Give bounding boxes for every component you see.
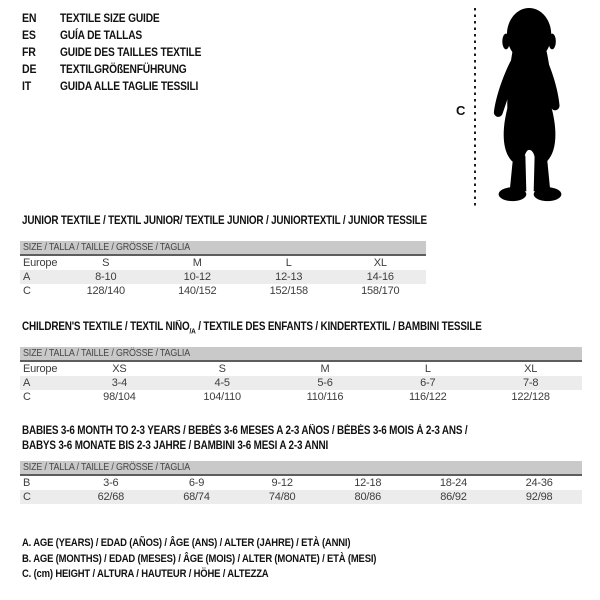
table-row <box>20 270 426 284</box>
language-label: TEXTILGRÖßENFÜHRUNG <box>60 61 187 76</box>
table-cell: L <box>424 363 431 375</box>
language-code: EN <box>22 10 37 25</box>
table-cell: XS <box>112 363 127 375</box>
table-cell: 8-10 <box>60 270 152 284</box>
language-label: GUIDE DES TAILLES TEXTILE <box>60 44 202 59</box>
row-label-cell: A <box>20 376 68 390</box>
language-label: GUIDA ALLE TAGLIE TESSILI <box>60 78 199 93</box>
table-cell: 14-16 <box>335 270 427 284</box>
table-cell: 68/74 <box>154 490 240 504</box>
table-cell: 12-18 <box>354 477 382 489</box>
table-cell: 152/158 <box>269 285 308 297</box>
table-cell: 9-12 <box>271 477 293 489</box>
row-label-cell: Europe <box>23 257 58 269</box>
table-cell: 116/122 <box>409 391 447 403</box>
table-cell: 62/68 <box>68 490 154 504</box>
table-cell: 3-6 <box>103 477 119 489</box>
language-code: FR <box>22 44 36 59</box>
table-cell: 86/92 <box>411 490 497 504</box>
language-row <box>22 77 226 94</box>
table-cell: 158/170 <box>361 285 400 297</box>
table-cell: 7-8 <box>479 376 582 390</box>
table-cell: S <box>102 257 110 269</box>
table-cell: 6-7 <box>376 376 479 390</box>
table-cell: 3-4 <box>68 376 171 390</box>
footnote-line: C. (cm) HEIGHT / ALTURA / HAUTEUR / HÖHE / ALTEZZA <box>22 568 269 580</box>
table-cell: 24-36 <box>525 477 553 489</box>
table-row <box>20 390 582 404</box>
table-cell: 6-9 <box>188 477 205 489</box>
table-row <box>20 490 582 504</box>
footnote-line: A. AGE (YEARS) / EDAD (AÑOS) / ÂGE (ANS) / ALTER (JAHRE) / ETÀ (ANNI) <box>22 537 351 549</box>
table-cell: 128/140 <box>86 285 125 297</box>
table-cell: S <box>218 363 226 375</box>
junior-section-title: JUNIOR TEXTILE / TEXTIL JUNIOR/ TEXTILE JUNIOR / JUNIORTEXTIL / JUNIOR TESSILE <box>22 215 427 227</box>
footnote-line: B. AGE (MONTHS) / EDAD (MESES) / ÂGE (MOIS) / ALTER (MONATE) / ETÀ (MESI) <box>22 552 377 565</box>
language-code: DE <box>22 61 37 76</box>
children-section-title: CHILDREN'S TEXTILE / TEXTIL $NIÑO_{/A}$ / TEXTILE DES ENFANTS / KINDERTEXTIL / BAMBINI TESSILE <box>22 321 482 336</box>
table-row <box>20 376 582 390</box>
size-header-bar: SIZE / TALLA / TAILLE / GRÖSSE / TAGLIA <box>20 347 582 362</box>
table-cell: L <box>285 257 292 269</box>
row-label-cell: C <box>23 391 31 403</box>
height-figure <box>448 0 600 215</box>
language-row <box>22 60 226 77</box>
height-dotted-line <box>474 8 476 206</box>
table-cell: 12-13 <box>243 270 335 284</box>
table-cell: M <box>320 363 330 375</box>
table-row <box>20 362 582 376</box>
table-cell: 18-24 <box>439 477 468 489</box>
table-cell: 122/128 <box>511 391 550 403</box>
language-list <box>22 9 226 94</box>
table-cell: 140/152 <box>178 285 217 297</box>
language-label: TEXTILE SIZE GUIDE <box>60 10 160 25</box>
babies-size-table <box>20 461 582 504</box>
language-row <box>22 9 226 26</box>
baby-silhouette-icon <box>482 6 578 208</box>
table-cell: 92/98 <box>496 490 582 504</box>
babies-title-line2: BABYS 3-6 MONATE BIS 2-3 JAHRE / BAMBINI 3-6 MESI A 2-3 ANNI <box>22 440 329 452</box>
table-cell: 110/116 <box>306 391 344 403</box>
table-cell: 10-12 <box>152 270 244 284</box>
footnote-list <box>22 537 434 584</box>
children-size-table <box>20 347 582 404</box>
babies-title-line1: BABIES 3-6 MONTH TO 2-3 YEARS / BEBÉS 3-6 MESES A 2-3 AÑOS / BÉBÉS 3-6 MOIS À 2-3 ANS / <box>22 425 468 437</box>
language-code: IT <box>22 78 32 93</box>
size-header-bar: SIZE / TALLA / TAILLE / GRÖSSE / TAGLIA <box>20 241 426 256</box>
row-label-cell: C <box>20 490 68 504</box>
table-row <box>20 256 426 270</box>
row-label-cell: Europe <box>23 363 58 375</box>
table-cell: XL <box>524 363 538 375</box>
table-cell: 98/104 <box>103 391 136 403</box>
language-label: GUÍA DE TALLAS <box>60 27 143 42</box>
row-label-cell: A <box>20 270 60 284</box>
table-cell: XL <box>373 257 387 269</box>
row-label-cell: C <box>23 285 31 297</box>
row-label-cell: B <box>23 477 31 489</box>
table-cell: 74/80 <box>239 490 325 504</box>
size-header-bar: SIZE / TALLA / TAILLE / GRÖSSE / TAGLIA <box>20 461 582 476</box>
table-cell: 80/86 <box>325 490 411 504</box>
babies-section-title <box>22 424 467 454</box>
height-measure-label: C <box>456 103 466 118</box>
language-row <box>22 26 226 43</box>
table-cell: M <box>192 257 202 269</box>
language-row <box>22 43 226 60</box>
table-cell: 4-5 <box>171 376 274 390</box>
junior-size-table <box>20 241 426 298</box>
table-cell: 5-6 <box>274 376 377 390</box>
table-row <box>20 476 582 490</box>
table-row <box>20 284 426 298</box>
language-code: ES <box>22 27 36 42</box>
table-cell: 104/110 <box>203 391 241 403</box>
